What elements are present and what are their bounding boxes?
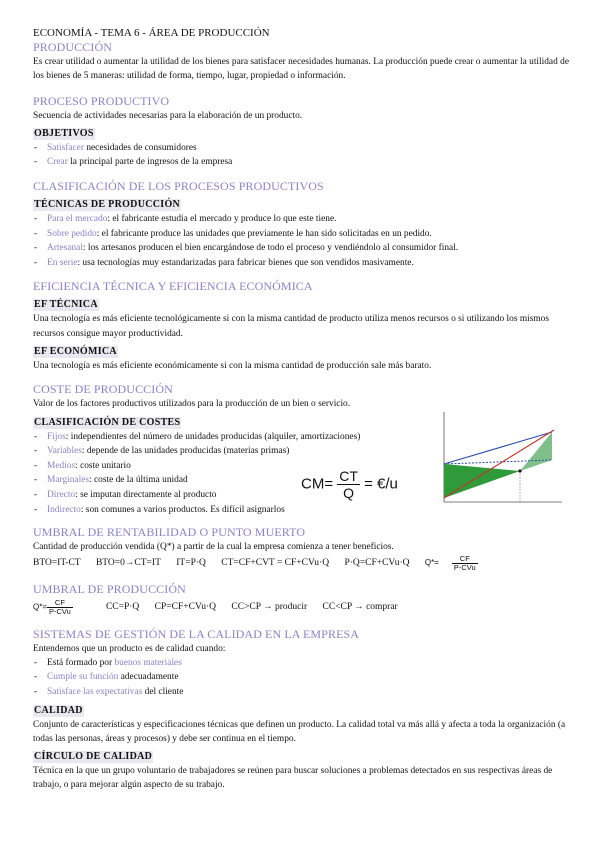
list-item: - Artesanal: los artesanos producen el bien encargándose de todo el proceso y vendiéndolo al consumidor final. [33, 241, 573, 256]
umbral-rent-formulas: BTO=IT-CT BTO=0→CT=IT IT=P·Q CT=CF+CVT = CF+CVu·Q P·Q=CF+CVu·Q Q*= $\frac{CF}{\text{P-CVu}}$ [33, 553, 476, 572]
coste-text: Valor de los factores productivos utilizados para la producción de un bien o servicio. [33, 399, 351, 410]
list-item: - Medios: coste unitario [33, 459, 573, 474]
produccion-text: Es crear utilidad o aumentar la utilidad de los bienes para satisfacer necesidades humanas. La producción puede crear o aumentar la utilidad de los bienes de 5 maneras: utilidad de forma, tiempo, lugar, propiedad o información. [33, 57, 569, 82]
document-title: ECONOMÍA - TEMA 6 - ÁREA DE PRODUCCIÓN [33, 27, 270, 39]
ef-economica-label: EF ECONÓMICA [34, 346, 117, 358]
calidad-label: CALIDAD [34, 704, 83, 716]
list-item: - Está formado por buenos materiales [33, 656, 573, 671]
list-item: - Variables: depende de las unidades producidas (materias primas) [33, 444, 573, 459]
section-clasificacion-heading: CLASIFICACIÓN DE LOS PROCESOS PRODUCTIVOS [33, 179, 324, 194]
break-even-chart [434, 408, 564, 506]
section-calidad-heading: SISTEMAS DE GESTIÓN DE LA CALIDAD EN LA EMPRESA [33, 626, 360, 641]
list-item: - Satisfacer necesidades de consumidores [33, 141, 573, 156]
umbral-prod-formulas: Q*= $\frac{CF}{\text{P-CVu}}$ CC=P·Q CP=CF+CVu·Q CC>CP → producir CC<CP → comprar [33, 597, 398, 616]
calidad-intro: Entendemos que un producto es de calidad cuando: [33, 643, 226, 654]
tecnicas-label: TÉCNICAS DE PRODUCCIÓN [34, 199, 181, 211]
ef-tecnica-label: EF TÉCNICA [34, 299, 98, 311]
circulo-calidad-label: CÍRCULO DE CALIDAD [34, 751, 153, 763]
umbral-rent-text: Cantidad de producción vendida (Q*) a partir de la cual la empresa comienza a tener beneficios. [33, 542, 394, 553]
document-page [33, 27, 573, 793]
section-produccion-heading: PRODUCCIÓN [33, 40, 113, 54]
list-item: - Directo: se imputan directamente al producto [33, 488, 573, 503]
profit-area [520, 432, 552, 471]
section-proceso-heading: PROCESO PRODUCTIVO [33, 93, 170, 108]
list-item: - Crear la principal parte de ingresos de la empresa [33, 155, 573, 170]
circulo-calidad-text: Técnica en la que un grupo voluntario de trabajadores se reúnen para buscar soluciones a problemas detectados en sus respectivas áreas de trabajo, o para mejorar algún aspecto de su trabajo. [33, 766, 553, 791]
list-item: - Cumple su función adecuadamente [33, 670, 573, 685]
coste-medio-formula: CM= $\frac{CT}{Q}$ = €/u [301, 467, 398, 501]
section-eficiencia-heading: EFICIENCIA TÉCNICA Y EFICIENCIA ECONÓMICA [33, 279, 313, 294]
section-umbral-rentabilidad-heading: UMBRAL DE RENTABILIDAD O PUNTO MUERTO [33, 525, 306, 540]
proceso-text: Secuencia de actividades necesarias para la elaboración de un producto. [33, 110, 303, 121]
ef-tecnica-text: Una tecnología es más eficiente tecnológicamente si con la misma cantidad de producto utiliza menos recursos o si utilizando los mismos recursos consigue mayor productividad. [33, 314, 550, 339]
loss-area [444, 464, 520, 498]
list-item: - Sobre pedido: el fabricante produce las unidades que previamente le han sido solicitadas en un pedido. [33, 227, 573, 242]
section-umbral-produccion-heading: UMBRAL DE PRODUCCIÓN [33, 581, 186, 596]
list-item: - Marginales: coste de la última unidad [33, 473, 573, 488]
break-even-point [518, 469, 521, 472]
list-item: - Indirecto: son comunes a varios productos. Es difícil asignarlos [33, 503, 573, 518]
calidad-text: Conjunto de características y especificaciones técnicas que definen un producto. La calidad total va más allá y afecta a toda la organización (a todas las personas, áreas y procesos) y debe ser continua en el tiempo. [33, 719, 566, 744]
list-item: - En serie: usa tecnologías muy estandarizadas para fabricar bienes que son vendidos masivamente. [33, 256, 573, 271]
list-item: - Satisface las expectativas del cliente [33, 685, 573, 700]
ef-economica-text: Una tecnología es más eficiente económicamente si con la misma cantidad de producción sale más barato. [33, 361, 432, 372]
section-coste-heading: COSTE DE PRODUCCIÓN [33, 382, 173, 397]
list-item: - Para el mercado: el fabricante estudia el mercado y produce lo que este tiene. [33, 212, 573, 227]
clasif-costes-label: CLASIFICACIÓN DE COSTES [34, 416, 181, 428]
list-item: - Fijos: independientes del número de unidades producidas (alquiler, amortizaciones) [33, 430, 573, 445]
objetivos-label: OBJETIVOS [34, 127, 94, 139]
costes-block [33, 412, 573, 518]
